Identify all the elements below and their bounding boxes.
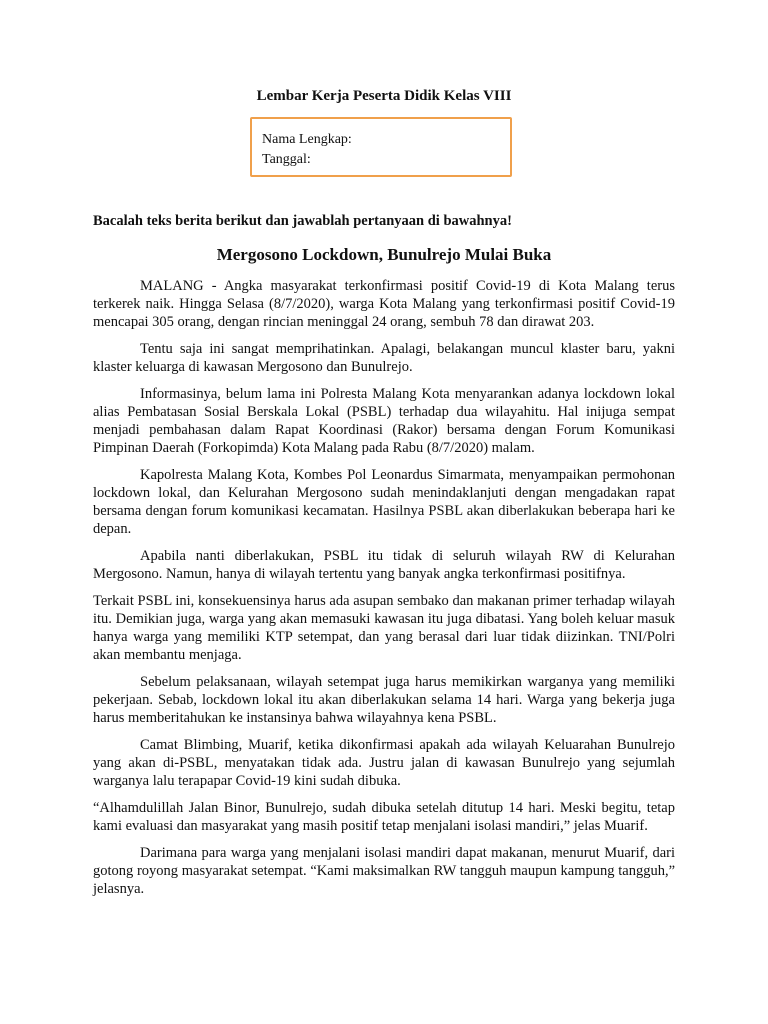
article-paragraph: Tentu saja ini sangat memprihatinkan. Apalagi, belakangan muncul klaster baru, yakni klaster keluarga di kawasan Mergosono dan Bunulrejo. <box>93 341 675 375</box>
article-paragraph: Terkait PSBL ini, konsekuensinya harus ada asupan sembako dan makanan primer terhadap wilayah itu. Demikian juga, warga yang akan memasuki kawasan itu juga dibatasi. Yang boleh keluar masuk hanya warga yang memiliki KTP setempat, dan yang berasal dari luar tidak diizinkan. TNI/Polri akan membantu menjaga. <box>93 593 675 663</box>
article-paragraph: Informasinya, belum lama ini Polresta Malang Kota menyarankan adanya lockdown lokal alias Pembatasan Sosial Berskala Lokal (PSBL) terhadap dua wilayahitu. Hal inijuga sempat menjadi pembahasan dalam Rapat Koordinasi (Rakor) bersama dengan Forum Komunikasi Pimpinan Daerah (Forkopimda) Kota Malang pada Rabu (8/7/2020) malam. <box>93 386 675 456</box>
article-paragraph: Apabila nanti diberlakukan, PSBL itu tidak di seluruh wilayah RW di Kelurahan Mergosono. Namun, hanya di wilayah tertentu yang banyak angka terkonfirmasi positifnya. <box>93 548 675 582</box>
date-label: Tanggal: <box>262 152 311 167</box>
worksheet-title: Lembar Kerja Peserta Didik Kelas VIII <box>256 88 512 104</box>
instruction-text: Bacalah teks berita berikut dan jawablah pertanyaan di bawahnya! <box>93 213 512 229</box>
student-identity-box <box>250 117 512 177</box>
article-paragraph: Camat Blimbing, Muarif, ketika dikonfirmasi apakah ada wilayah Keluarahan Bunulrejo yang akan di-PSBL, menyatakan tidak ada. Justru jalan di kawasan Bunulrejo yang sejumlah warganya lalu terapapar Covid-19 kini sudah dibuka. <box>93 737 675 789</box>
name-label: Nama Lengkap: <box>262 132 352 147</box>
article-paragraph: “Alhamdulillah Jalan Binor, Bunulrejo, sudah dibuka setelah ditutup 14 hari. Meski begitu, tetap kami evaluasi dan masyarakat yang masih positif tetap menjalani isolasi mandiri,” jelas Muarif. <box>93 800 675 834</box>
article-headline: Mergosono Lockdown, Bunulrejo Mulai Buka <box>216 245 552 264</box>
article-body <box>93 277 675 907</box>
article-paragraph: Darimana para warga yang menjalani isolasi mandiri dapat makanan, menurut Muarif, dari gotong royong masyarakat setempat. “Kami maksimalkan RW tangguh maupun kampung tangguh,” jelasnya. <box>93 845 675 897</box>
article-paragraph: MALANG - Angka masyarakat terkonfirmasi positif Covid-19 di Kota Malang terus terkerek naik. Hingga Selasa (8/7/2020), warga Kota Malang yang terkonfirmasi positif Covid-19 mencapai 305 orang, dengan rincian meninggal 24 orang, sembuh 78 dan dirawat 203. <box>93 278 675 330</box>
article-paragraph: Sebelum pelaksanaan, wilayah setempat juga harus memikirkan warganya yang memiliki pekerjaan. Sebab, lockdown lokal itu akan diberlakukan selama 14 hari. Warga yang bekerja juga harus memberitahukan ke instansinya bahwa wilayahnya kena PSBL. <box>93 674 675 726</box>
article-paragraph: Kapolresta Malang Kota, Kombes Pol Leonardus Simarmata, menyampaikan permohonan lockdown lokal, dan Kelurahan Mergosono sudah menindaklanjuti dengan mengadakan rapat bersama dengan forum komunikasi kecamatan. Hasilnya PSBL akan diberlakukan beberapa hari ke depan. <box>93 467 675 537</box>
